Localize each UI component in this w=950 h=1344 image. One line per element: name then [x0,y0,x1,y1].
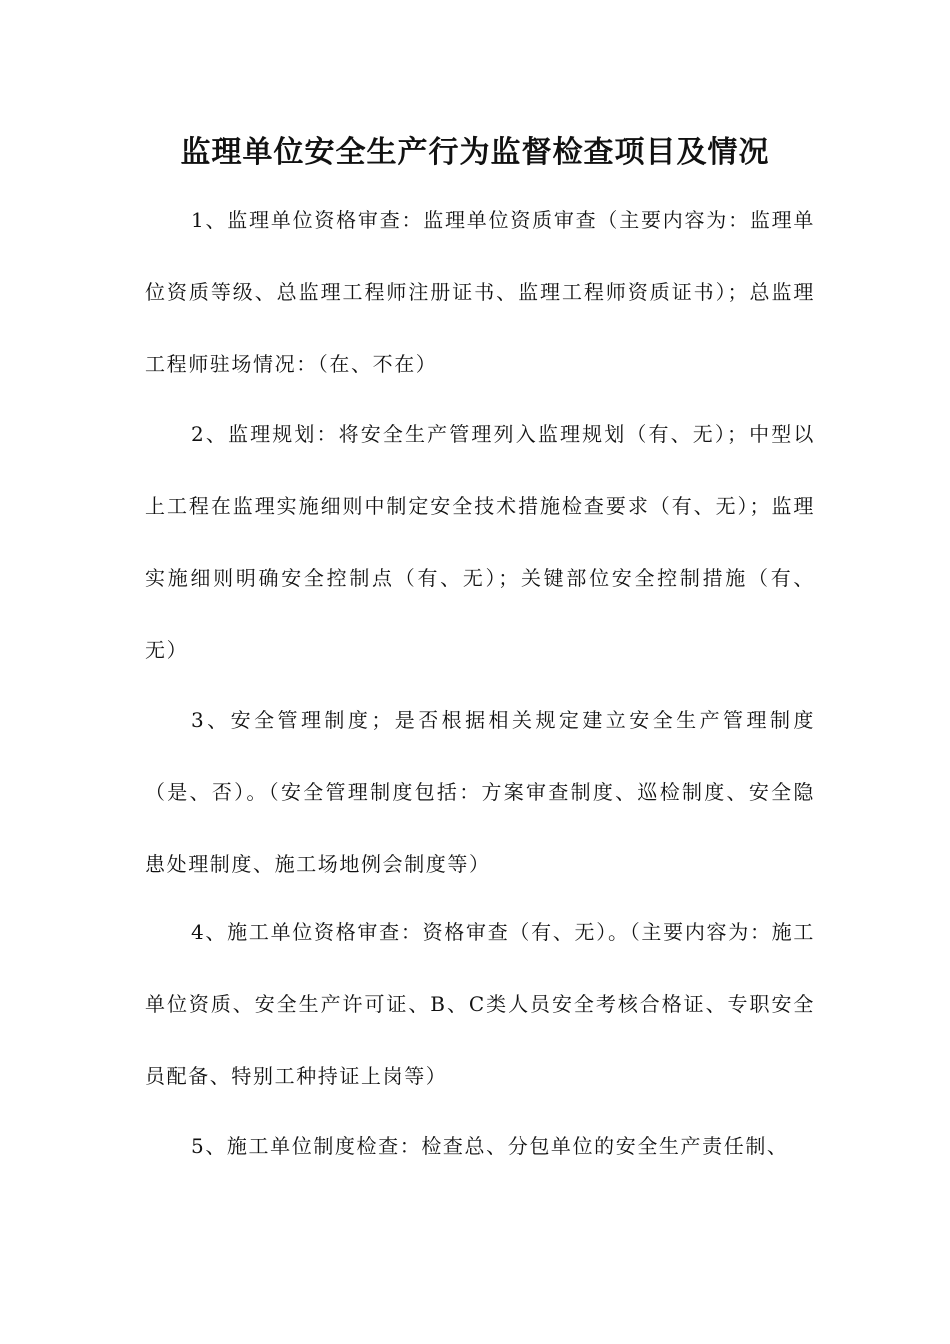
paragraph-5-block [145,1110,815,1182]
paragraph-1-block [145,184,815,400]
paragraph-2: 2、监理规划：将安全生产管理列入监理规划（有、无）；中型以上工程在监理实施细则中制定安全技术措施检查要求（有、无）；监理实施细则明确安全控制点（有、无）；关键部位安全控制措施（有、无） [145,422,815,662]
paragraph-3: 3、安全管理制度；是否根据相关规定建立安全生产管理制度（是、否）。（安全管理制度包括：方案审查制度、巡检制度、安全隐患处理制度、施工场地例会制度等） [145,708,815,876]
paragraph-4-block [145,896,815,1112]
paragraph-2-block [145,398,815,686]
document-title: 监理单位安全生产行为监督检查项目及情况 [180,135,770,170]
paragraph-3-block [145,684,815,900]
paragraph-4: 4、施工单位资格审查：资格审查（有、无）。（主要内容为：施工单位资质、安全生产许可证、B、C类人员安全考核合格证、专职安全员配备、特别工种持证上岗等） [145,920,815,1088]
paragraph-5: 5、施工单位制度检查：检查总、分包单位的安全生产责任制、 [191,1134,789,1158]
paragraph-1: 1、监理单位资格审查：监理单位资质审查（主要内容为：监理单位资质等级、总监理工程师注册证书、监理工程师资质证书）；总监理工程师驻场情况：（在、不在） [145,208,815,376]
